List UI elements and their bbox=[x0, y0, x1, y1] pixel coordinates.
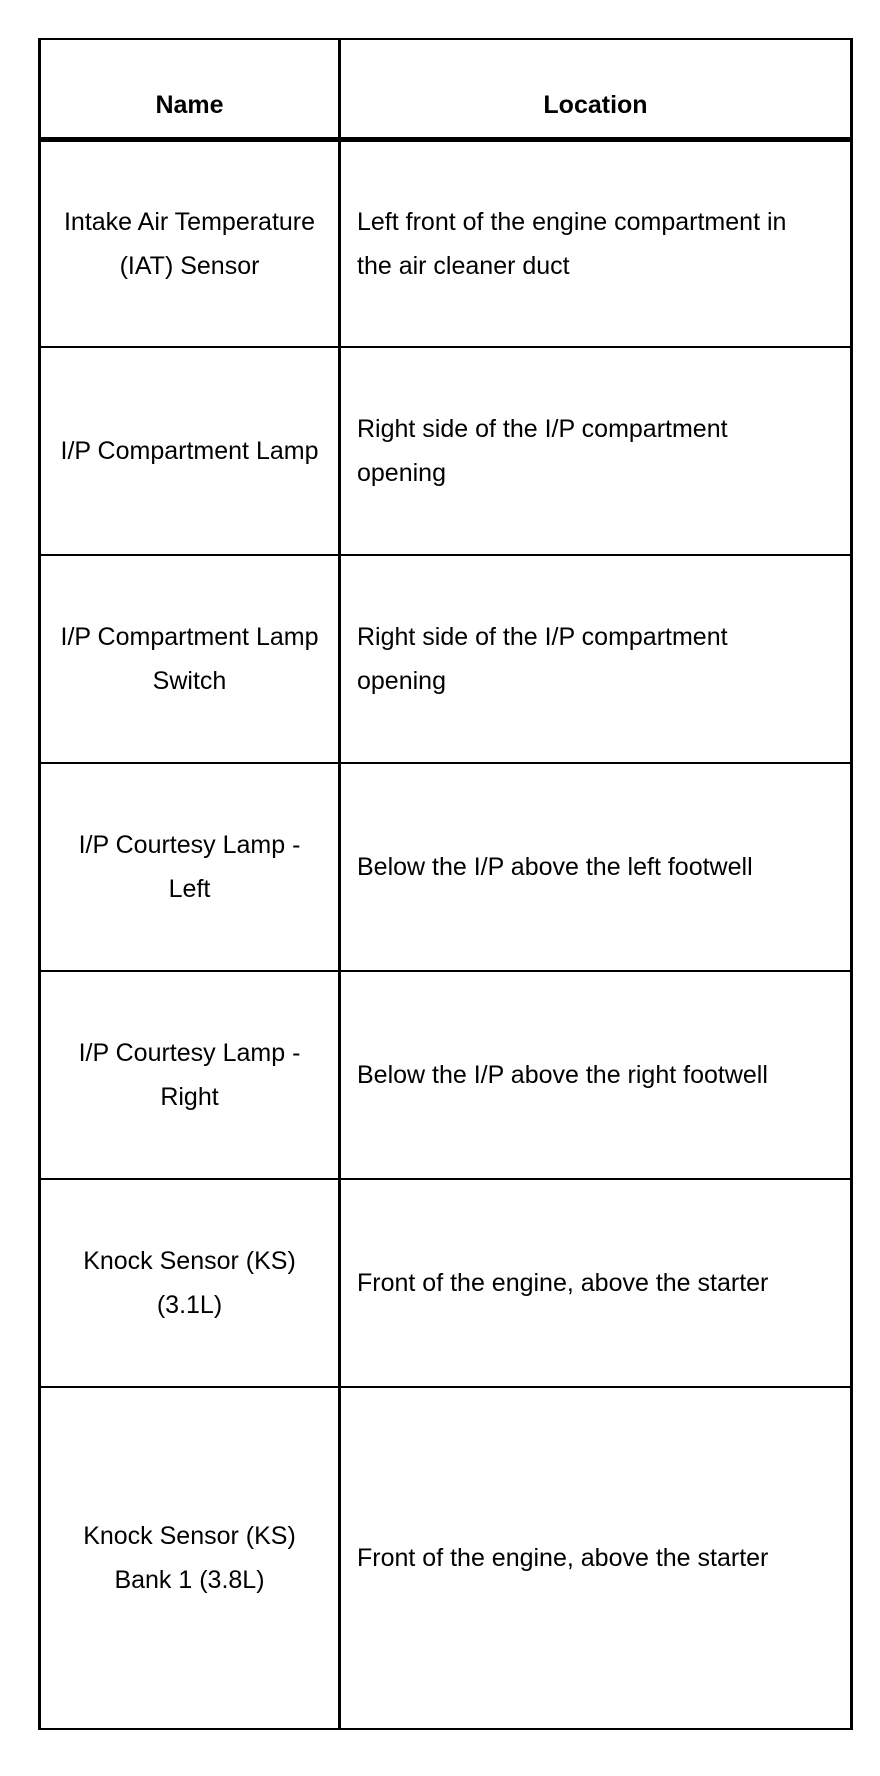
table-body bbox=[40, 139, 852, 1729]
component-name-cell: Knock Sensor (KS) (3.1L) bbox=[40, 1179, 340, 1387]
component-location-cell: Right side of the I/P compartment opening bbox=[340, 347, 852, 555]
component-location-cell: Below the I/P above the right footwell bbox=[340, 971, 852, 1179]
table-row bbox=[40, 971, 852, 1179]
location-column-header: Location bbox=[340, 39, 852, 139]
component-location-cell: Below the I/P above the left footwell bbox=[340, 763, 852, 971]
table-row bbox=[40, 347, 852, 555]
component-name-cell: I/P Courtesy Lamp - Left bbox=[40, 763, 340, 971]
name-column-header: Name bbox=[40, 39, 340, 139]
component-name-cell: I/P Courtesy Lamp - Right bbox=[40, 971, 340, 1179]
component-location-cell: Front of the engine, above the starter bbox=[340, 1387, 852, 1729]
header-row bbox=[40, 39, 852, 139]
component-location-cell: Left front of the engine compartment in the air cleaner duct bbox=[340, 139, 852, 347]
component-name-cell: Intake Air Temperature (IAT) Sensor bbox=[40, 139, 340, 347]
component-location-table bbox=[38, 38, 853, 1730]
component-name-cell: I/P Compartment Lamp Switch bbox=[40, 555, 340, 763]
component-location-cell: Right side of the I/P compartment opening bbox=[340, 555, 852, 763]
component-location-table-page bbox=[38, 38, 850, 1730]
table-row bbox=[40, 763, 852, 971]
table-header bbox=[40, 39, 852, 139]
component-name-cell: Knock Sensor (KS) Bank 1 (3.8L) bbox=[40, 1387, 340, 1729]
table-row bbox=[40, 1179, 852, 1387]
component-name-cell: I/P Compartment Lamp bbox=[40, 347, 340, 555]
component-location-cell: Front of the engine, above the starter bbox=[340, 1179, 852, 1387]
table-row bbox=[40, 139, 852, 347]
table-row bbox=[40, 555, 852, 763]
table-row bbox=[40, 1387, 852, 1729]
